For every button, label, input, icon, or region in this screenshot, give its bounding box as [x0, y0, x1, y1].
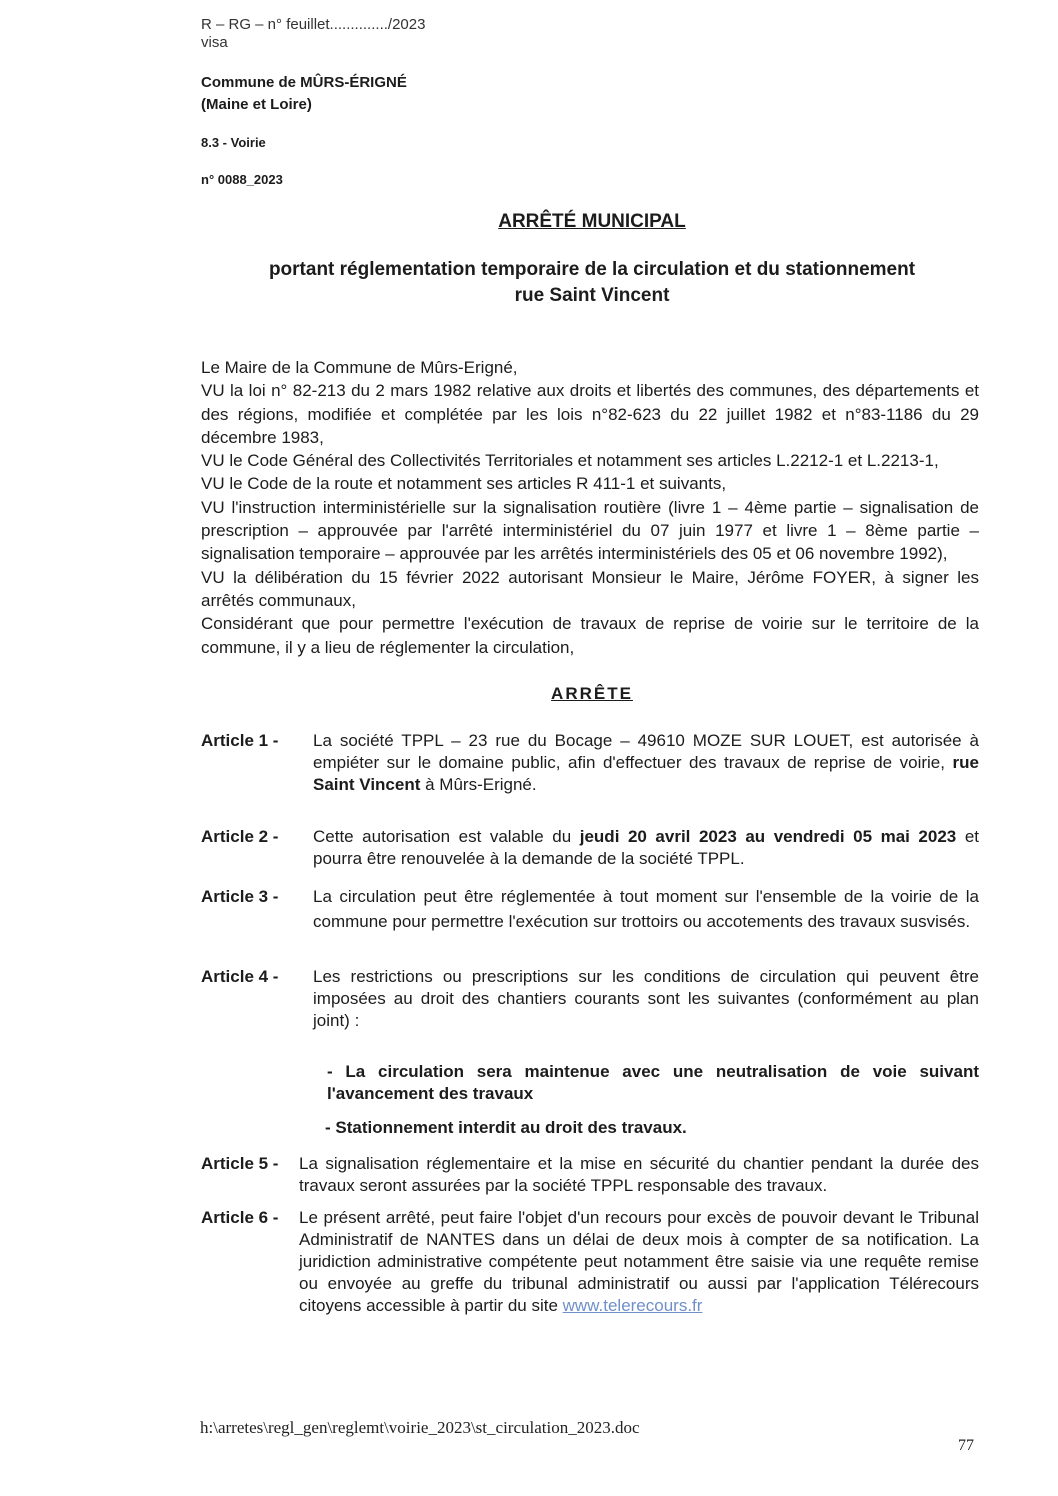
category-code: 8.3 - Voirie	[201, 135, 266, 150]
bullet-text: - La circulation sera maintenue avec une neutralisation de voie suivant l'avancement des travaux	[327, 1062, 979, 1103]
preamble-item: VU le Code de la route et notamment ses articles R 411-1 et suivants,	[201, 474, 727, 494]
article-bold-text: jeudi 20 avril 2023 au vendredi 05 mai 2023	[579, 827, 957, 846]
article-text: et pourra être renouvelée à la demande de la société TPPL.	[313, 827, 979, 868]
preamble-item: Le Maire de la Commune de Mûrs-Erigné,	[201, 358, 518, 377]
visa-label: visa	[201, 34, 228, 51]
preamble-item: Considérant que pour permettre l'exécution de travaux de reprise de voirie sur le territoire de la commune, il y a lieu de réglementer la circulation,	[201, 614, 979, 657]
article-label: Article 1 -	[201, 731, 279, 750]
article-label: Article 5 -	[201, 1154, 279, 1173]
subtitle-line-1: portant réglementation temporaire de la circulation et du stationnement	[268, 259, 916, 280]
article-4	[201, 966, 979, 1139]
footer-file-path: h:\arretes\regl_gen\reglemt\voirie_2023\st_circulation_2023.doc	[200, 1418, 640, 1437]
article-5	[201, 1153, 979, 1197]
article-label: Article 2 -	[201, 827, 279, 846]
article-body	[299, 1207, 979, 1317]
article-text: La société TPPL – 23 rue du Bocage – 49610 MOZE SUR LOUET, est autorisée à empiéter sur le domaine public, afin d'effectuer des travaux de reprise de voirie,	[313, 731, 979, 772]
bullet-item	[327, 1061, 979, 1105]
document-reference: R – RG – n° feuillet............../2023	[201, 16, 426, 33]
page-subtitle	[0, 257, 1058, 309]
article-body: La signalisation réglementaire et la mise en sécurité du chantier pendant la durée des travaux seront assurées par la société TPPL responsable des travaux.	[299, 1154, 979, 1195]
department-name: (Maine et Loire)	[201, 96, 312, 113]
article-body	[313, 966, 979, 1139]
article-bold-text: rue Saint Vincent	[313, 753, 979, 794]
preamble	[201, 356, 979, 659]
commune-block	[201, 72, 407, 116]
article-6	[201, 1207, 979, 1317]
article-body: La circulation peut être réglementée à tout moment sur l'ensemble de la voirie de la commune pour permettre l'exécution sur trottoirs ou accotements des travaux susvisés.	[313, 887, 979, 931]
page-title: ARRÊTÉ MUNICIPAL	[498, 211, 686, 232]
preamble-item: VU la délibération du 15 février 2022 autorisant Monsieur le Maire, Jérôme FOYER, à signer les arrêtés communaux,	[201, 567, 979, 610]
arrete-number: n° 0088_2023	[201, 172, 283, 187]
article-text: Cette autorisation est valable du	[313, 827, 580, 846]
article-3	[201, 884, 979, 934]
article-text: Les restrictions ou prescriptions sur les conditions de circulation qui peuvent être imposées au droit des chantiers courants sont les suivantes (conformément au plan joint) :	[313, 967, 979, 1030]
article-body	[313, 730, 979, 796]
commune-name: Commune de MÛRS-ÉRIGNÉ	[201, 74, 407, 91]
arrete-heading: ARRÊTE	[551, 684, 633, 703]
preamble-item: VU la loi n° 82-213 du 2 mars 1982 relative aux droits et libertés des communes, des départements et des régions, modifiée et complétée par les lois n°82-623 du 22 juillet 1982 et n°83-1186 du 29 décembre 1983,	[201, 381, 979, 447]
article-1	[201, 730, 979, 796]
preamble-item: VU l'instruction interministérielle sur la signalisation routière (livre 1 – 4ème partie – signalisation de prescription – approuvée par l'arrêté interministériel du 07 juin 1977 et livre 1 – 8ème partie – signalisation temporaire – approuvée par les arrêtés interministériels des 05 et 06 novembre 1992),	[201, 497, 979, 564]
article-text: à Mûrs-Erigné.	[420, 775, 537, 794]
article-2	[201, 826, 979, 870]
page-number: 77	[958, 1437, 974, 1454]
article-text: Le présent arrêté, peut faire l'objet d'un recours pour excès de pouvoir devant le Tribunal Administratif de NANTES dans un délai de deux mois à compter de sa notification. La juridiction administrative compétente peut notamment être saisie via une requête remise ou envoyée au greffe du tribunal administratif ou aussi par l'application Télérecours citoyens accessible à partir du site	[299, 1208, 979, 1315]
article-label: Article 4 -	[201, 967, 279, 986]
article-label: Article 6 -	[201, 1208, 279, 1227]
article-label: Article 3 -	[201, 887, 279, 906]
preamble-item: VU le Code Général des Collectivités Territoriales et notamment ses articles L.2212-1 et L.2213-1,	[201, 451, 939, 471]
subtitle-line-2: rue Saint Vincent	[514, 285, 670, 306]
article-body	[313, 826, 979, 870]
bullet-item: - Stationnement interdit au droit des travaux.	[325, 1118, 687, 1137]
telerecours-link[interactable]: www.telerecours.fr	[562, 1296, 703, 1315]
